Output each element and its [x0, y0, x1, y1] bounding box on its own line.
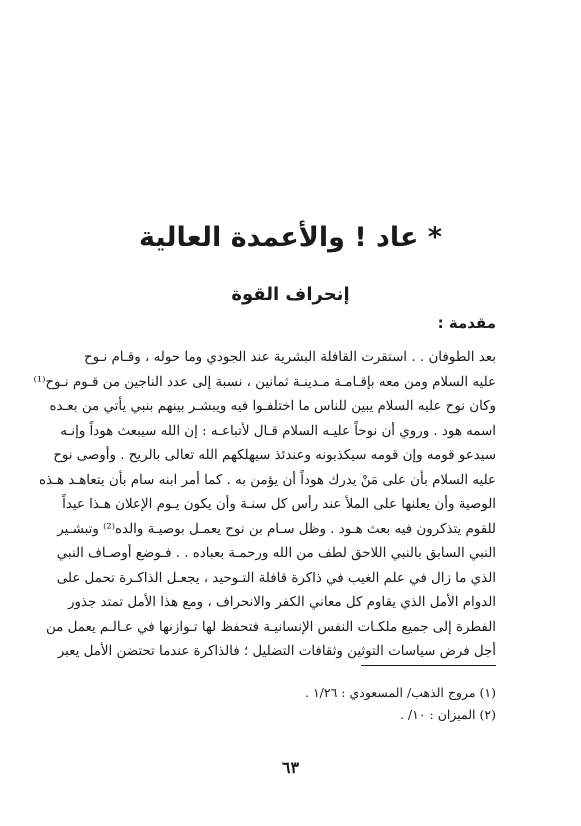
- body-line: الذي ما زال في علم الغيب في ذاكرة قافلة التـوحيد ، يجعـل الذاكـرة تحمل على: [56, 570, 496, 586]
- chapter-title: * عاد ! والأعمدة العالية: [139, 222, 442, 253]
- body-line: الدوام الأمل الذي يقاوم كل معاني الكفر والانحراف ، ومع هذا الأمل تمتد جذور: [68, 595, 496, 610]
- intro-label: مقدمة :: [437, 314, 496, 332]
- section-title: إنحراف القوة: [231, 284, 350, 305]
- body-line: للقوم يتذكرون فيه بعث هـود . وظل سـام بن نوح يعمـل بوصيـة والده⁽²⁾ وتبشـير: [57, 521, 496, 537]
- body-line: بعد الطوفان . . استقرت القافلة البشرية عند الجودي وما حوله ، وقـام نـوح: [84, 350, 496, 365]
- footnote: (١) مروج الذهب/ المسعودي : ١/٢٦ .: [305, 685, 496, 700]
- body-line: النبي السابق بالنبي اللاحق لطف من الله ورحمـة بعباده . . فـوضع أوصـاف النبي: [56, 546, 496, 561]
- footnote-divider: [361, 665, 496, 666]
- footnote: (٢) الميزان : ١٠/ .: [399, 707, 496, 722]
- body-line: عليه السلام ومن معه بإقـامـة مـدينـة ثمانين ، نسبة إلى عدد الناجين من قـوم نـوح⁽¹⁾: [33, 374, 496, 390]
- body-line: الفطرة إلى جميع ملكـات النفس الإنسانيـة فتحفظ لها تـوازنها في عـالـم يعمل من: [45, 619, 496, 635]
- body-line: الوصية وأن يعلنها على الملأ عند رأس كل سنـة وأن يكون يـوم الإعلان هـذا عيداً: [62, 497, 496, 512]
- body-paragraph: [33, 346, 496, 665]
- body-line: اسمه هود . وروي أن نوحاً عليـه السلام قـال لأتباعـه : إن الله سيبعث هوداً وإنـه: [60, 423, 496, 439]
- footnotes: [84, 682, 496, 726]
- body-line: سيدعو قومه وإن قومه سيكذبونه وعندئذ سيهلكهم الله تعالى بالريح . وأوصى نوح: [53, 448, 496, 463]
- body-line: وكان نوح عليه السلام يبين للناس ما اختلفـوا فيه ويبشـر بينهم بنبي يأتي من بعـده: [49, 399, 496, 414]
- page-number: ٦٣: [281, 758, 300, 777]
- body-line: أجل فرض سياسات التوثين وثقافات التضليل ؛ فالذاكرة عندما تحتضن الأمل يعبر: [57, 644, 496, 659]
- body-line: عليه السلام بأن على مَنْ يدرك هوداً أن يؤمن به . كما أمر ابنه سام بأن يتعاهـد هـذه: [39, 472, 496, 488]
